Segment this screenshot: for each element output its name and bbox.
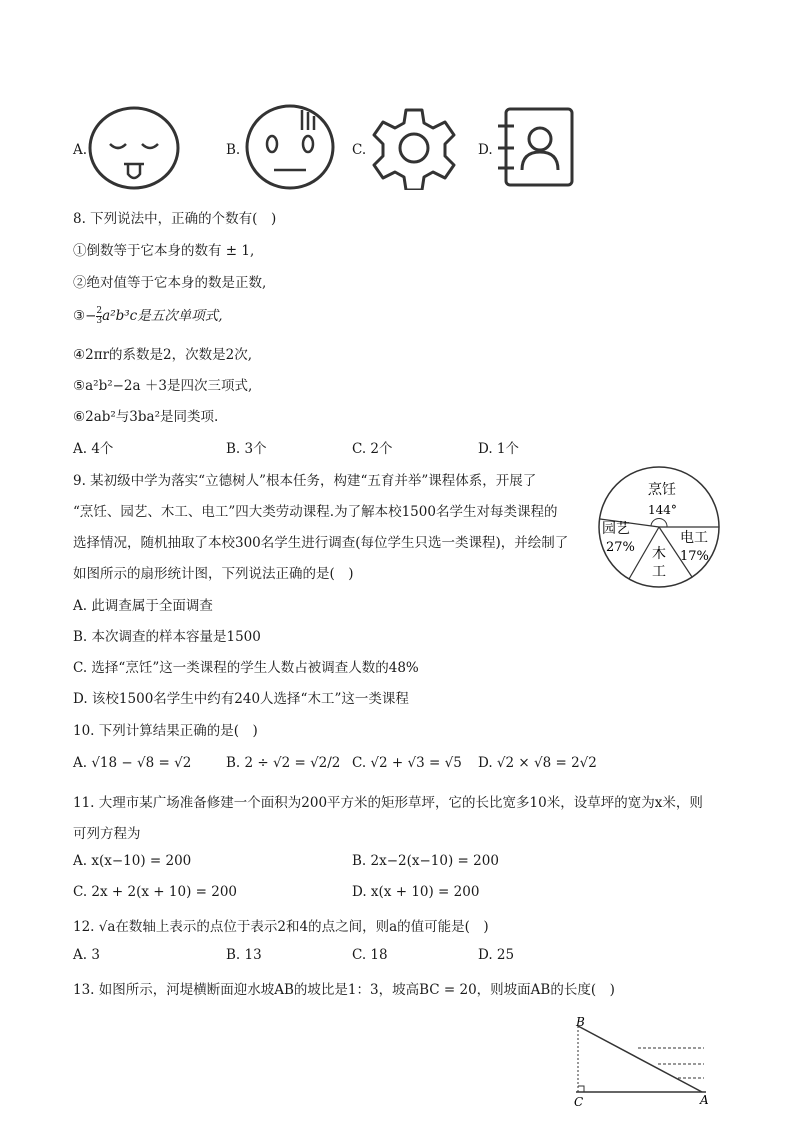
q11-option-d: D. x(x + 10) = 200 xyxy=(352,884,480,900)
q8-statement-4: ④2πr的系数是2，次数是2次, xyxy=(73,347,252,363)
q9-option-c: C. 选择“烹饪”这一类课程的学生人数占被调查人数的48% xyxy=(73,660,419,676)
q11-option-c: C. 2x + 2(x + 10) = 200 xyxy=(73,884,237,900)
q12-option-c: C. 18 xyxy=(352,947,388,963)
gear-icon xyxy=(369,106,459,190)
q9-option-a: A. 此调查属于全面调查 xyxy=(73,598,213,614)
q11-option-a: A. x(x−10) = 200 xyxy=(73,853,192,869)
q9-stem-line-1: 9. 某初级中学为落实“立德树人”根本任务，构建“五育并举”课程体系，开展了 xyxy=(73,473,537,489)
q8-s3-prefix: ③− xyxy=(73,308,97,324)
contact-book-icon xyxy=(494,106,576,188)
speechless-face-icon xyxy=(244,104,336,190)
q8-option-a: A. 4个 xyxy=(73,441,114,457)
q8-option-c: C. 2个 xyxy=(352,441,393,457)
q12-stem: 12. √a在数轴上表示的点位于表示2和4的点之间，则a的值可能是( ) xyxy=(73,919,489,935)
q8-s3-fraction: $\frac{2}{3}$ xyxy=(96,306,103,326)
q10-option-a: A. √18 − √8 = √2 xyxy=(73,755,192,771)
q7-option-b-label: B. xyxy=(226,142,241,158)
q9-option-b: B. 本次调查的样本容量是1500 xyxy=(73,629,261,645)
q11-stem-line-1: 11. 大理市某广场准备修建一个面积为200平方米的矩形草坪，它的长比宽多10米，设草坪的宽为x米，则 xyxy=(73,795,703,811)
q10-option-d: D. √2 × √8 = 2√2 xyxy=(478,755,597,771)
q10-option-b: B. 2 ÷ √2 = √2/2 xyxy=(226,755,341,771)
q11-stem-line-2: 可列方程为 xyxy=(73,826,141,842)
pie-label-cooking: 烹饪 xyxy=(648,482,676,498)
q12-option-a: A. 3 xyxy=(73,947,100,963)
q11-option-b: B. 2x−2(x−10) = 200 xyxy=(352,853,499,869)
q8-option-b: B. 3个 xyxy=(226,441,267,457)
q7-option-c-label: C. xyxy=(352,142,367,158)
q7-option-a-label: A. xyxy=(73,142,88,158)
q8-statement-1: ①倒数等于它本身的数有 ± 1, xyxy=(73,243,255,259)
point-b-label: B xyxy=(576,1015,585,1029)
q8-statement-5: ⑤a²b²−2a ＋3是四次三项式, xyxy=(73,378,253,394)
q8-statement-2: ②绝对值等于它本身的数是正数, xyxy=(73,275,267,291)
pie-label-wood-1: 木 xyxy=(652,546,666,562)
slope-ab xyxy=(578,1026,702,1092)
q13-embankment-diagram xyxy=(562,1012,718,1108)
q9-stem-line-2: “烹饪、园艺、木工、电工”四大类劳动课程.为了解本校1500名学生对每类课程的 xyxy=(73,504,558,520)
q10-option-c: C. √2 + √3 = √5 xyxy=(352,755,462,771)
q8-statement-3 xyxy=(73,304,223,326)
q9-stem-line-3: 选择情况，随机抽取了本校300名学生进行调查(每位学生只选一类课程)，并绘制了 xyxy=(73,535,569,551)
q8-option-d: D. 1个 xyxy=(478,441,520,457)
q9-option-d: D. 该校1500名学生中约有240人选择“木工”这一类课程 xyxy=(73,691,409,707)
q9-pie-chart xyxy=(596,464,722,590)
q7-option-d-label: D. xyxy=(478,142,493,158)
pie-label-elec-pct: 17% xyxy=(680,549,709,564)
point-a-label: A xyxy=(700,1093,709,1107)
pie-label-garden-pct: 27% xyxy=(606,540,635,555)
q10-stem: 10. 下列计算结果正确的是( ) xyxy=(73,723,258,739)
right-angle-mark xyxy=(578,1086,584,1092)
q8-stem: 8. 下列说法中，正确的个数有( ) xyxy=(73,211,277,227)
q9-stem-line-4: 如图所示的扇形统计图，下列说法正确的是( ) xyxy=(73,566,354,582)
pie-label-elec: 电工 xyxy=(680,530,708,546)
q8-statement-6: ⑥2ab²与3ba²是同类项. xyxy=(73,409,219,425)
q12-option-d: D. 25 xyxy=(478,947,515,963)
q8-s3-rest: a²b³c是五次单项式, xyxy=(102,308,223,324)
q13-stem: 13. 如图所示，河堤横断面迎水坡AB的坡比是1：3，坡高BC = 20，则坡面AB的长度( ) xyxy=(73,982,615,998)
pie-label-wood-2: 工 xyxy=(652,564,666,580)
point-c-label: C xyxy=(574,1095,584,1108)
pie-label-garden: 园艺 xyxy=(602,521,630,537)
q12-option-b: B. 13 xyxy=(226,947,262,963)
pie-label-cooking-angle: 144° xyxy=(648,503,677,517)
sleepy-face-icon xyxy=(88,106,180,190)
